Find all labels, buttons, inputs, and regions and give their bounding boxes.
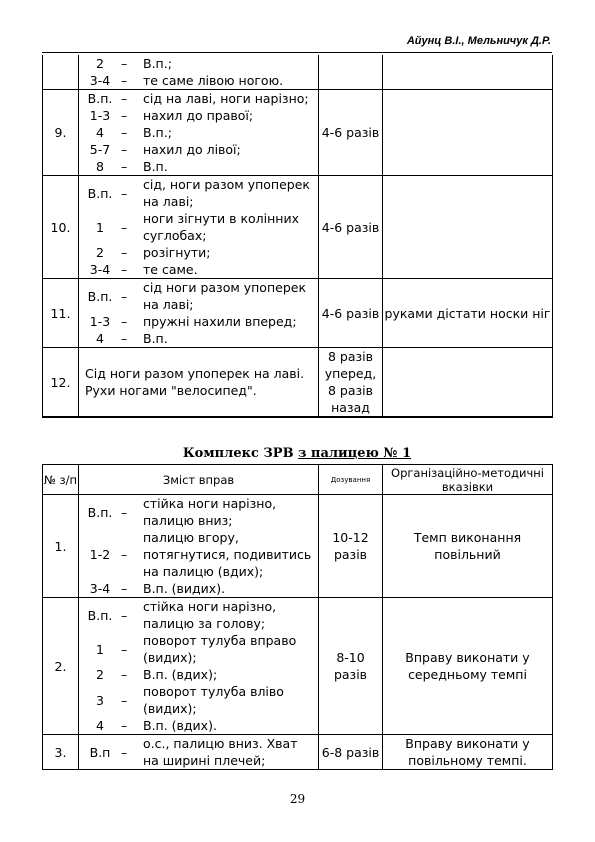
step-text: нахил до лівої;	[143, 142, 241, 157]
step-dash: –	[121, 125, 128, 140]
step-dash: –	[121, 667, 128, 682]
step-count: В.п	[89, 744, 111, 760]
step-count: В.п.	[87, 607, 113, 623]
step-count: В.п.	[87, 288, 113, 304]
header-num: № з/п	[43, 465, 79, 495]
step-text: В.п.;	[143, 56, 172, 71]
method-note: руками дістати носки ніг	[383, 279, 553, 348]
method-note: Вправу виконати у середньому темпі	[383, 598, 553, 735]
exercise-content	[79, 735, 319, 770]
step-count: 1-2	[89, 547, 111, 562]
step-dash: –	[121, 581, 128, 596]
exercise-content	[79, 279, 319, 348]
step-text: В.п. (вдих);	[143, 667, 218, 682]
step-dash: –	[121, 56, 128, 71]
exercise-step	[79, 55, 318, 72]
step-text: В.п.	[143, 159, 168, 174]
method-note	[383, 55, 553, 90]
exercise-step	[79, 158, 318, 175]
table-row	[43, 176, 553, 279]
step-dash: –	[121, 159, 128, 174]
table-row	[43, 279, 553, 348]
step-dash: –	[121, 262, 128, 277]
step-dash: –	[121, 692, 128, 708]
dosage: 4-6 разів	[319, 279, 383, 348]
step-dash: –	[121, 288, 128, 304]
exercise-step	[79, 330, 318, 347]
step-count: 3-4	[89, 262, 111, 277]
step-count: 2	[96, 245, 104, 260]
step-count: 3-4	[89, 581, 111, 596]
section-title-prefix: Комплекс ЗРВ	[182, 446, 299, 461]
step-dash: –	[121, 142, 128, 157]
exercise-content	[79, 598, 319, 735]
table-row	[43, 495, 553, 598]
exercise-text: Сід ноги разом упоперек на лаві. Рухи ногами "велосипед".	[85, 366, 305, 398]
method-note	[383, 176, 553, 279]
dosage: 4-6 разів	[319, 176, 383, 279]
step-text: те саме.	[143, 262, 198, 277]
header-dose: Дозування	[319, 465, 383, 495]
step-text: сід, ноги разом упоперек на лаві;	[143, 177, 310, 209]
step-dash: –	[121, 73, 128, 88]
step-text: сід на лаві, ноги нарізно;	[143, 91, 309, 106]
exercise-step	[79, 72, 318, 89]
exercise-step	[79, 261, 318, 278]
row-number	[43, 55, 79, 90]
table-row	[43, 598, 553, 735]
step-dash: –	[121, 331, 128, 346]
header-rule	[42, 52, 552, 53]
row-number: 1.	[43, 495, 79, 598]
dosage: 10-12 разів	[319, 495, 383, 598]
step-text: палицю вгору, потягнутися, подивитись на палицю (вдих);	[143, 530, 312, 579]
section-title-underlined: з палицею № 1	[298, 446, 412, 461]
step-text: ноги зігнути в колінних суглобах;	[143, 211, 299, 243]
exercise-step	[79, 279, 318, 313]
table-row	[43, 348, 553, 418]
exercise-step	[79, 210, 318, 244]
exercise-content	[79, 176, 319, 279]
exercise-step	[79, 735, 318, 769]
step-dash: –	[121, 744, 128, 760]
step-text: В.п. (видих).	[143, 581, 226, 596]
step-count: В.п.	[87, 91, 113, 106]
exercise-step	[79, 598, 318, 632]
step-count: 4	[96, 718, 104, 733]
table-row	[43, 735, 553, 770]
method-note: Вправу виконати у повільному темпі.	[383, 735, 553, 770]
header-authors: Айунц В.І., Мельничук Д.Р.	[406, 35, 551, 47]
exercise-step	[79, 141, 318, 158]
exercise-content	[79, 90, 319, 176]
exercise-step	[79, 683, 318, 717]
step-dash: –	[121, 641, 128, 657]
step-count: 1	[96, 641, 104, 657]
step-count: 3-4	[89, 73, 111, 88]
step-count: 2	[96, 56, 104, 71]
step-count: 4	[96, 125, 104, 140]
step-count: 8	[96, 159, 104, 174]
exercise-step	[79, 176, 318, 210]
exercise-step	[79, 495, 318, 529]
step-text: те саме лівою ногою.	[143, 73, 284, 88]
exercise-step	[79, 244, 318, 261]
row-number: 2.	[43, 598, 79, 735]
dosage: 8 разів уперед, 8 разів назад	[319, 348, 383, 418]
step-text: розігнути;	[143, 245, 211, 260]
page-number: 29	[289, 792, 306, 806]
exercise-table-continued	[42, 55, 553, 418]
exercise-content	[79, 495, 319, 598]
exercise-step	[79, 107, 318, 124]
table-row	[43, 55, 553, 90]
step-dash: –	[121, 718, 128, 733]
step-count: 2	[96, 667, 104, 682]
dosage: 6-8 разів	[319, 735, 383, 770]
method-note	[383, 90, 553, 176]
step-count: В.п.	[87, 504, 113, 520]
step-text: стійка ноги нарізно, палицю за голову;	[143, 599, 277, 631]
exercise-step	[79, 124, 318, 141]
exercise-step	[79, 580, 318, 597]
header-note: Організаційно-методичні вказівки	[383, 465, 553, 495]
exercise-content	[79, 348, 319, 418]
table-header-row	[43, 465, 553, 495]
table-row	[43, 90, 553, 176]
step-dash: –	[121, 108, 128, 123]
step-count: 1	[96, 219, 104, 235]
exercise-table-stick	[42, 464, 553, 770]
step-text: пружні нахили вперед;	[143, 314, 297, 329]
step-dash: –	[121, 219, 128, 235]
step-text: о.с., палицю вниз. Хват на ширині плечей;	[143, 736, 298, 768]
step-text: В.п.	[143, 331, 168, 346]
step-count: 3	[96, 692, 104, 708]
row-number: 9.	[43, 90, 79, 176]
step-count: 1-3	[89, 314, 111, 329]
step-dash: –	[121, 91, 128, 106]
header-content: Зміст вправ	[79, 465, 319, 495]
exercise-step	[79, 717, 318, 734]
dosage: 8-10 разів	[319, 598, 383, 735]
exercise-step	[79, 90, 318, 107]
exercise-step	[79, 529, 318, 580]
step-count: 5-7	[89, 142, 111, 157]
step-dash: –	[121, 547, 128, 562]
method-note	[383, 348, 553, 418]
dosage: 4-6 разів	[319, 90, 383, 176]
step-dash: –	[121, 245, 128, 260]
dosage	[319, 55, 383, 90]
step-text: В.п.;	[143, 125, 172, 140]
row-number: 10.	[43, 176, 79, 279]
step-text: поворот тулуба вправо (видих);	[143, 633, 297, 665]
exercise-content	[79, 55, 319, 90]
row-number: 3.	[43, 735, 79, 770]
row-number: 11.	[43, 279, 79, 348]
exercise-step	[79, 632, 318, 666]
exercise-step	[79, 313, 318, 330]
step-dash: –	[121, 607, 128, 623]
step-text: сід ноги разом упоперек на лаві;	[143, 280, 306, 312]
step-count: 4	[96, 331, 104, 346]
step-dash: –	[121, 504, 128, 520]
step-text: В.п. (вдих).	[143, 718, 217, 733]
step-text: поворот тулуба вліво (видих);	[143, 684, 284, 716]
row-number: 12.	[43, 348, 79, 418]
section-title	[42, 446, 552, 461]
step-dash: –	[121, 314, 128, 329]
step-text: стійка ноги нарізно, палицю вниз;	[143, 496, 277, 528]
step-count: 1-3	[89, 108, 111, 123]
exercise-step	[79, 666, 318, 683]
step-count: В.п.	[87, 185, 113, 201]
step-text: нахил до правої;	[143, 108, 254, 123]
step-dash: –	[121, 185, 128, 201]
method-note: Темп виконання повільний	[383, 495, 553, 598]
